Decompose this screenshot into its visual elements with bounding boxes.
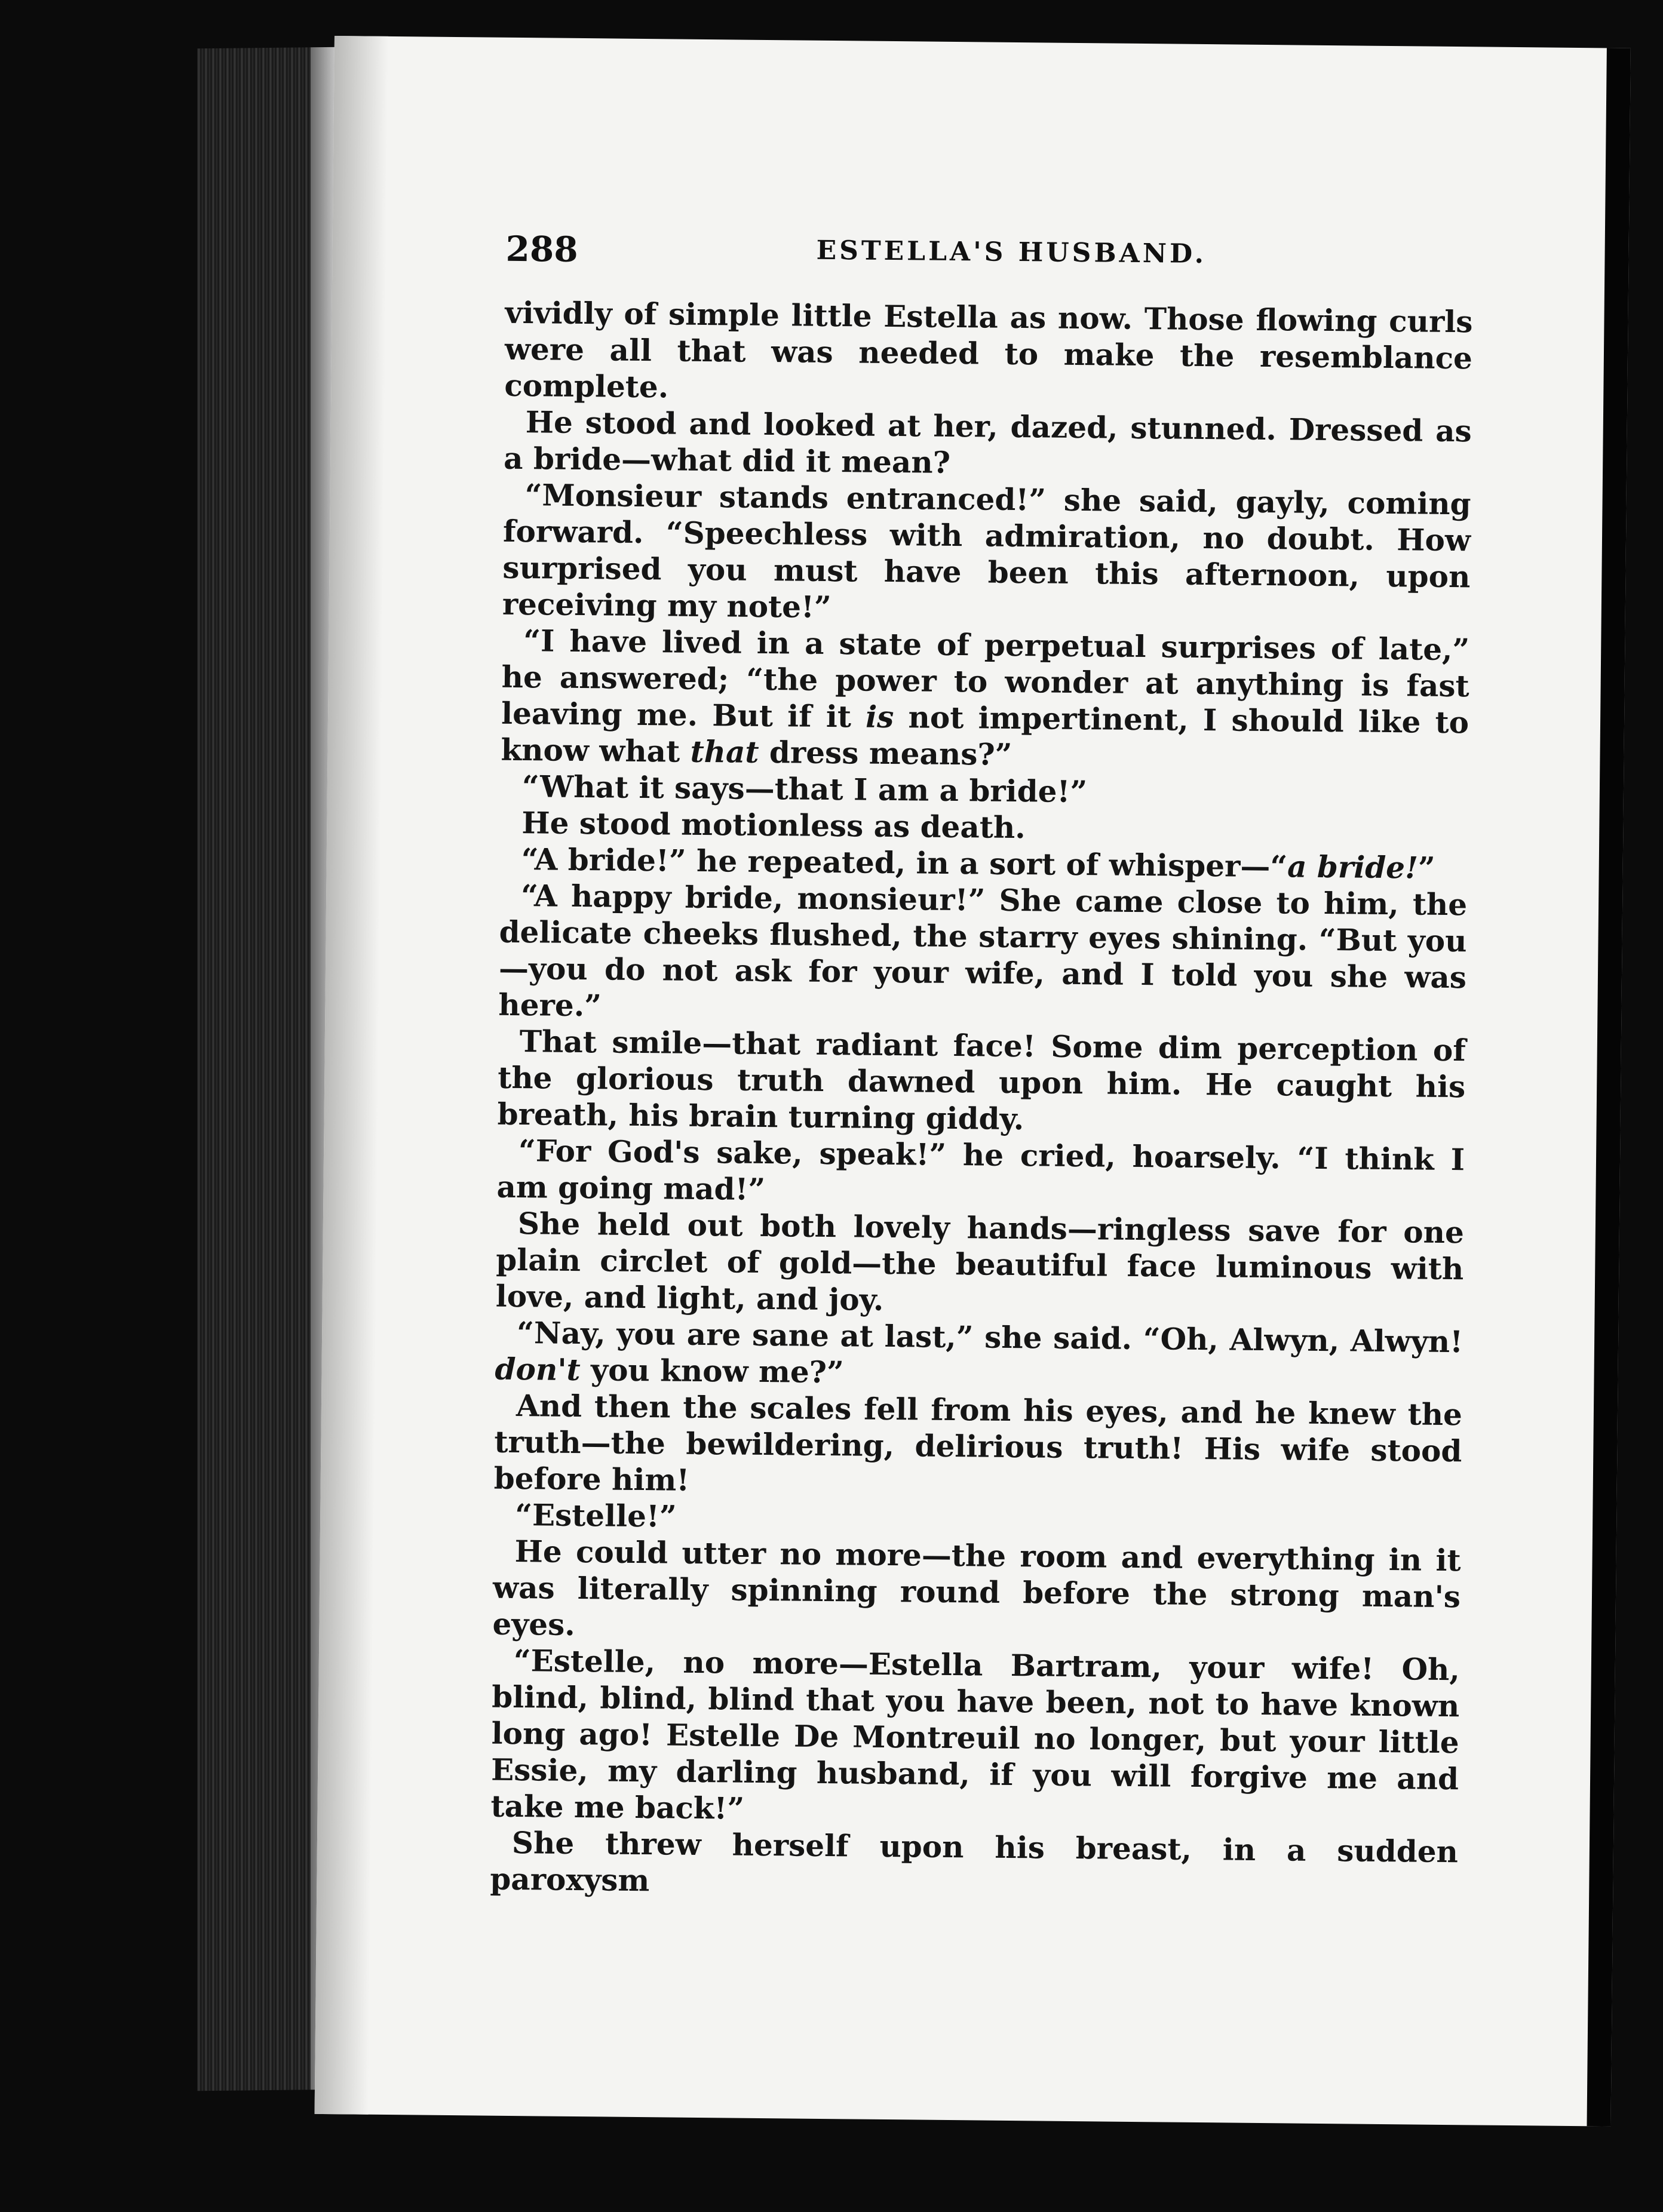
text-segment: “A happy bride, monsieur!” She came close to him, the delicate cheeks flushed, the starry eyes shining. “But you—you do not ask for your wife, and I told you she was here.” [498, 878, 1468, 1024]
text-segment: “I have lived in a state of perpetual surprises of late,” he answered; “the power to wonder at anything is fast leaving me. But if it [501, 623, 1470, 735]
paragraph [495, 1205, 1464, 1324]
italic-text: a bride! [1287, 849, 1419, 886]
text-segment: “Monsieur stands entranced!” she said, gayly, coming forward. “Speechless with admiration, no doubt. How surprised you must have been this afternoon, upon receiving my note!” [502, 477, 1471, 625]
paragraph [490, 1824, 1458, 1907]
paragraph [501, 622, 1469, 778]
paragraph [497, 1023, 1466, 1142]
text-segment: “What it says—that I am a bride!” [521, 769, 1088, 810]
paragraph [495, 1314, 1463, 1397]
paragraph [498, 877, 1467, 1033]
text-segment: you know me?” [580, 1352, 845, 1390]
text-segment: “A bride!” he repeated, in a sort of whisper—“ [521, 841, 1288, 884]
paragraph [496, 1132, 1465, 1215]
paragraph [494, 1387, 1463, 1506]
italic-text: is [865, 699, 894, 735]
text-segment: “Nay, you are sane at last,” she said. “Oh, Alwyn, Alwyn! [516, 1315, 1463, 1360]
italic-text: that [690, 733, 759, 770]
running-head [505, 229, 1492, 286]
paragraph [504, 294, 1473, 413]
text-segment: He could utter no more—the room and everything in it was literally spinning round before the strong man's eyes. [492, 1534, 1461, 1642]
text-segment: And then the scales fell from his eyes, and he knew the truth—the bewildering, delirious truth! His wife stood before him! [493, 1388, 1463, 1498]
text-segment: She held out both lovely hands—ringless save for one plain circlet of gold—the beautiful face luminous with love, and light, and joy. [495, 1206, 1465, 1317]
page-number: 288 [505, 228, 578, 270]
paragraph [492, 1533, 1461, 1652]
text-segment: not impertinent, I should like to know what [501, 699, 1469, 769]
page-right-edge [1587, 48, 1630, 2126]
text-segment: “For God's sake, speak!” he cried, hoarsely. “I think I am going mad!” [496, 1133, 1465, 1208]
text-segment: He stood and looked at her, dazed, stunned. Dressed as a bride—what did it mean? [503, 404, 1472, 480]
body-text [490, 294, 1473, 1906]
text-segment: She threw herself upon his breast, in a sudden paroxysm [490, 1824, 1459, 1898]
text-segment: That smile—that radiant face! Some dim perception of the glorious truth dawned upon him. He caught his breath, his brain turning giddy. [497, 1024, 1466, 1137]
text-segment: dress means?” [759, 734, 1012, 772]
text-segment: ” [1417, 850, 1436, 886]
paragraph [490, 1642, 1460, 1834]
paragraph [504, 404, 1472, 486]
text-segment: “Estelle, no more—Estella Bartram, your wife! Oh, blind, blind, blind that you have been, not to have known long ago! Estelle De Montreuil no longer, but your little Essie, my darling husband, if you will forgive me and take me back!” [490, 1643, 1461, 1826]
running-title: ESTELLA'S HUSBAND. [816, 235, 1207, 270]
text-segment: vividly of simple little Estella as now. Those flowing curls were all that was needed to make the resemblance complete. [504, 294, 1473, 405]
paragraph [502, 477, 1471, 632]
italic-text: don't [495, 1351, 581, 1388]
text-segment: “Estelle!” [514, 1497, 677, 1534]
book-page [315, 36, 1631, 2127]
text-segment: He stood motionless as death. [521, 805, 1026, 846]
